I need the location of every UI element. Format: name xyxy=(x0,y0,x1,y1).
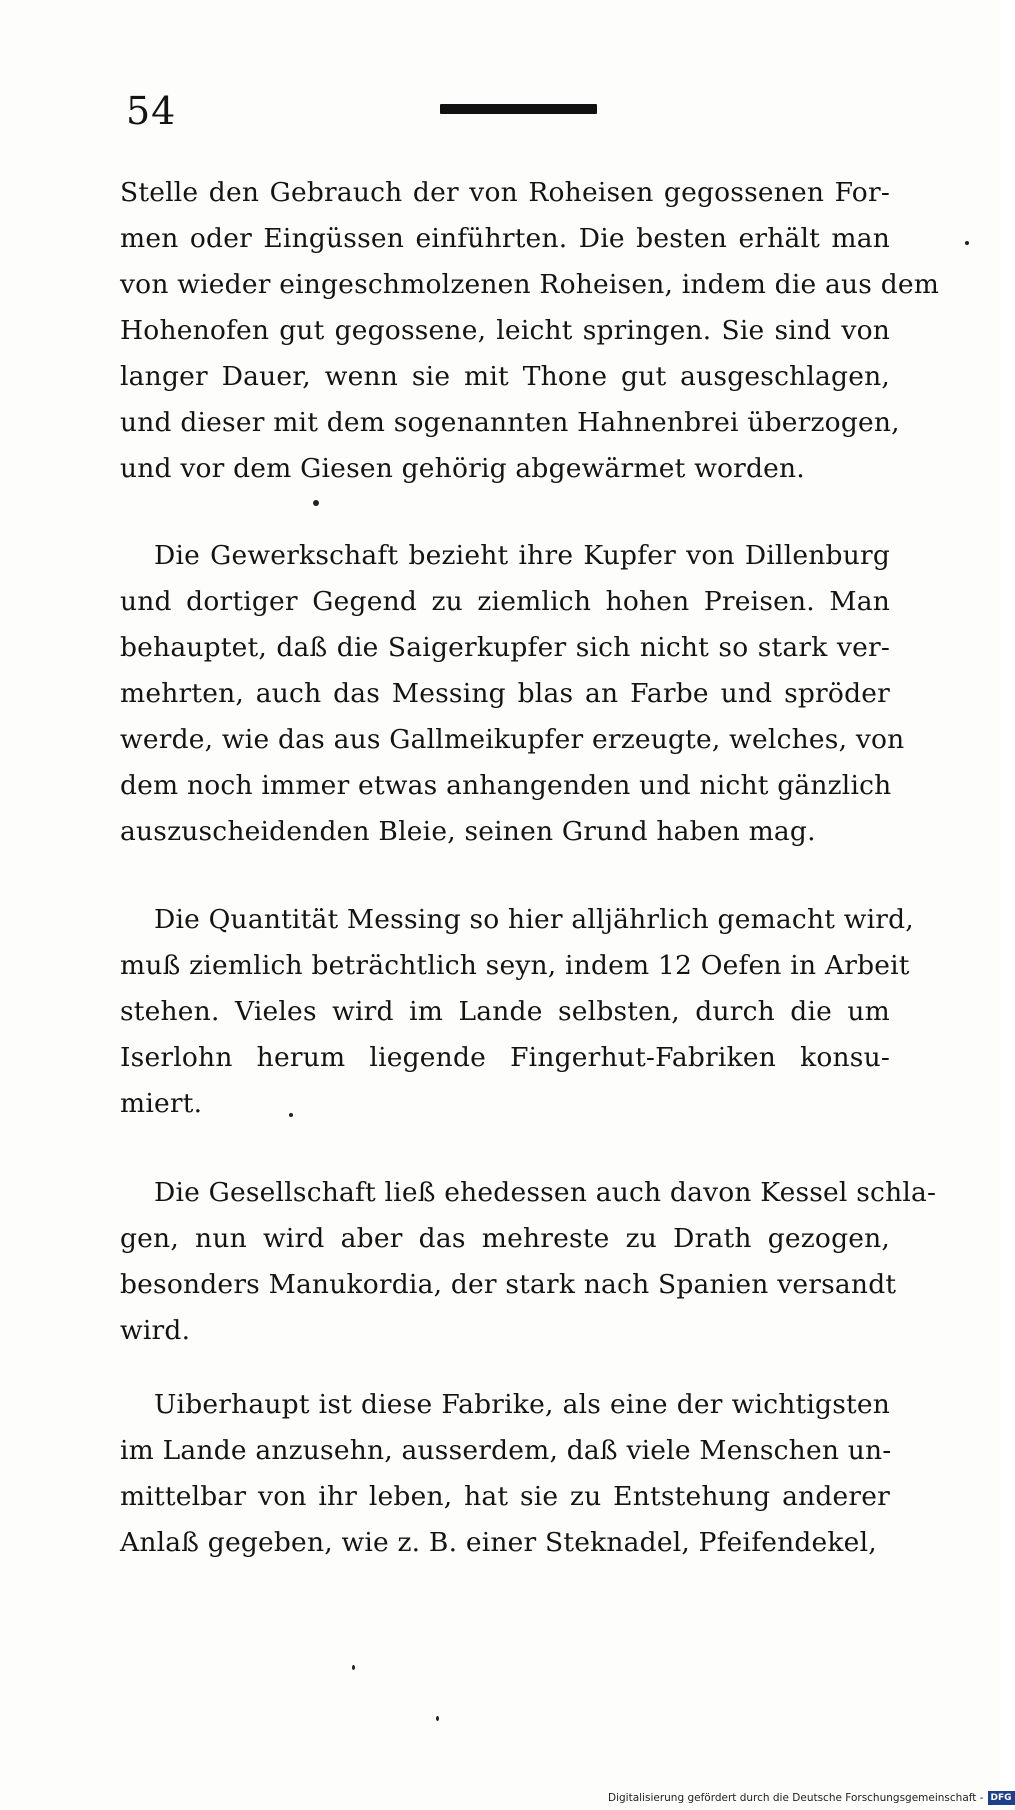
text-line: Die Quantität Messing so hier alljährlich gemacht wird, xyxy=(154,904,914,935)
text-line: auszuscheidenden Bleie, seinen Grund haben mag. xyxy=(120,816,816,847)
text-line: und dieser mit dem sogenannten Hahnenbrei überzogen, xyxy=(120,407,900,438)
text-line: men oder Eingüssen einführten. Die besten erhält man xyxy=(120,223,890,254)
text-line: und vor dem Giesen gehörig abgewärmet worden. xyxy=(120,453,805,484)
text-line: von wieder eingeschmolzenen Roheisen, indem die aus dem xyxy=(120,269,940,300)
text-line: muß ziemlich beträchtlich seyn, indem 12 Oefen in Arbeit xyxy=(120,950,910,981)
digitization-footer xyxy=(608,1789,1015,1807)
text-line: dem noch immer etwas anhangenden und nicht gänzlich xyxy=(120,770,892,801)
text-line: Uiberhaupt ist diese Fabrike, als eine der wichtigsten xyxy=(154,1389,890,1420)
text-line: im Lande anzusehn, ausserdem, daß viele Menschen un- xyxy=(120,1435,892,1466)
text-line: und dortiger Gegend zu ziemlich hohen Preisen. Man xyxy=(120,586,890,617)
text-line: behauptet, daß die Saigerkupfer sich nicht so stark ver- xyxy=(120,632,890,663)
text-line: wird. xyxy=(120,1315,191,1346)
text-line: Anlaß gegeben, wie z. B. einer Steknadel, Pfeifendekel, xyxy=(120,1527,877,1558)
scan-speck xyxy=(436,1716,439,1721)
text-line: Hohenofen gut gegossene, leicht springen. Sie sind von xyxy=(120,315,890,346)
footer-credit: Digitalisierung gefördert durch die Deutsche Forschungsgemeinschaft - xyxy=(608,1792,984,1804)
text-line: Stelle den Gebrauch der von Roheisen gegossenen For- xyxy=(120,177,890,208)
header-rule xyxy=(440,104,597,114)
text-line: Die Gesellschaft ließ ehedessen auch davon Kessel schla- xyxy=(154,1177,937,1208)
paragraph-4 xyxy=(120,1170,937,1354)
paragraph-3 xyxy=(120,897,914,1127)
text-line: werde, wie das aus Gallmeikupfer erzeugte, welches, von xyxy=(120,724,905,755)
scan-speck xyxy=(965,241,969,245)
text-line: mehrten, auch das Messing blas an Farbe und spröder xyxy=(120,678,890,709)
text-line: stehen. Vieles wird im Lande selbsten, durch die um xyxy=(120,996,890,1027)
text-line: Iserlohn herum liegende Fingerhut-Fabriken konsu- xyxy=(120,1042,890,1073)
text-line: miert. xyxy=(120,1088,203,1119)
page-number: 54 xyxy=(126,89,177,133)
scan-speck xyxy=(313,500,319,506)
text-line: mittelbar von ihr leben, hat sie zu Entstehung anderer xyxy=(120,1481,890,1512)
dfg-logo-icon: DFG xyxy=(988,1791,1015,1805)
text-line: langer Dauer, wenn sie mit Thone gut ausgeschlagen, xyxy=(120,361,890,392)
text-line: Die Gewerkschaft bezieht ihre Kupfer von Dillenburg xyxy=(154,540,890,571)
scan-speck xyxy=(352,1665,355,1670)
text-line: gen, nun wird aber das mehreste zu Drath gezogen, xyxy=(120,1223,890,1254)
paragraph-2 xyxy=(120,533,905,855)
paragraph-1 xyxy=(120,170,940,492)
text-line: besonders Manukordia, der stark nach Spanien versandt xyxy=(120,1269,897,1300)
paragraph-5 xyxy=(120,1382,890,1566)
scan-speck xyxy=(289,1113,293,1117)
